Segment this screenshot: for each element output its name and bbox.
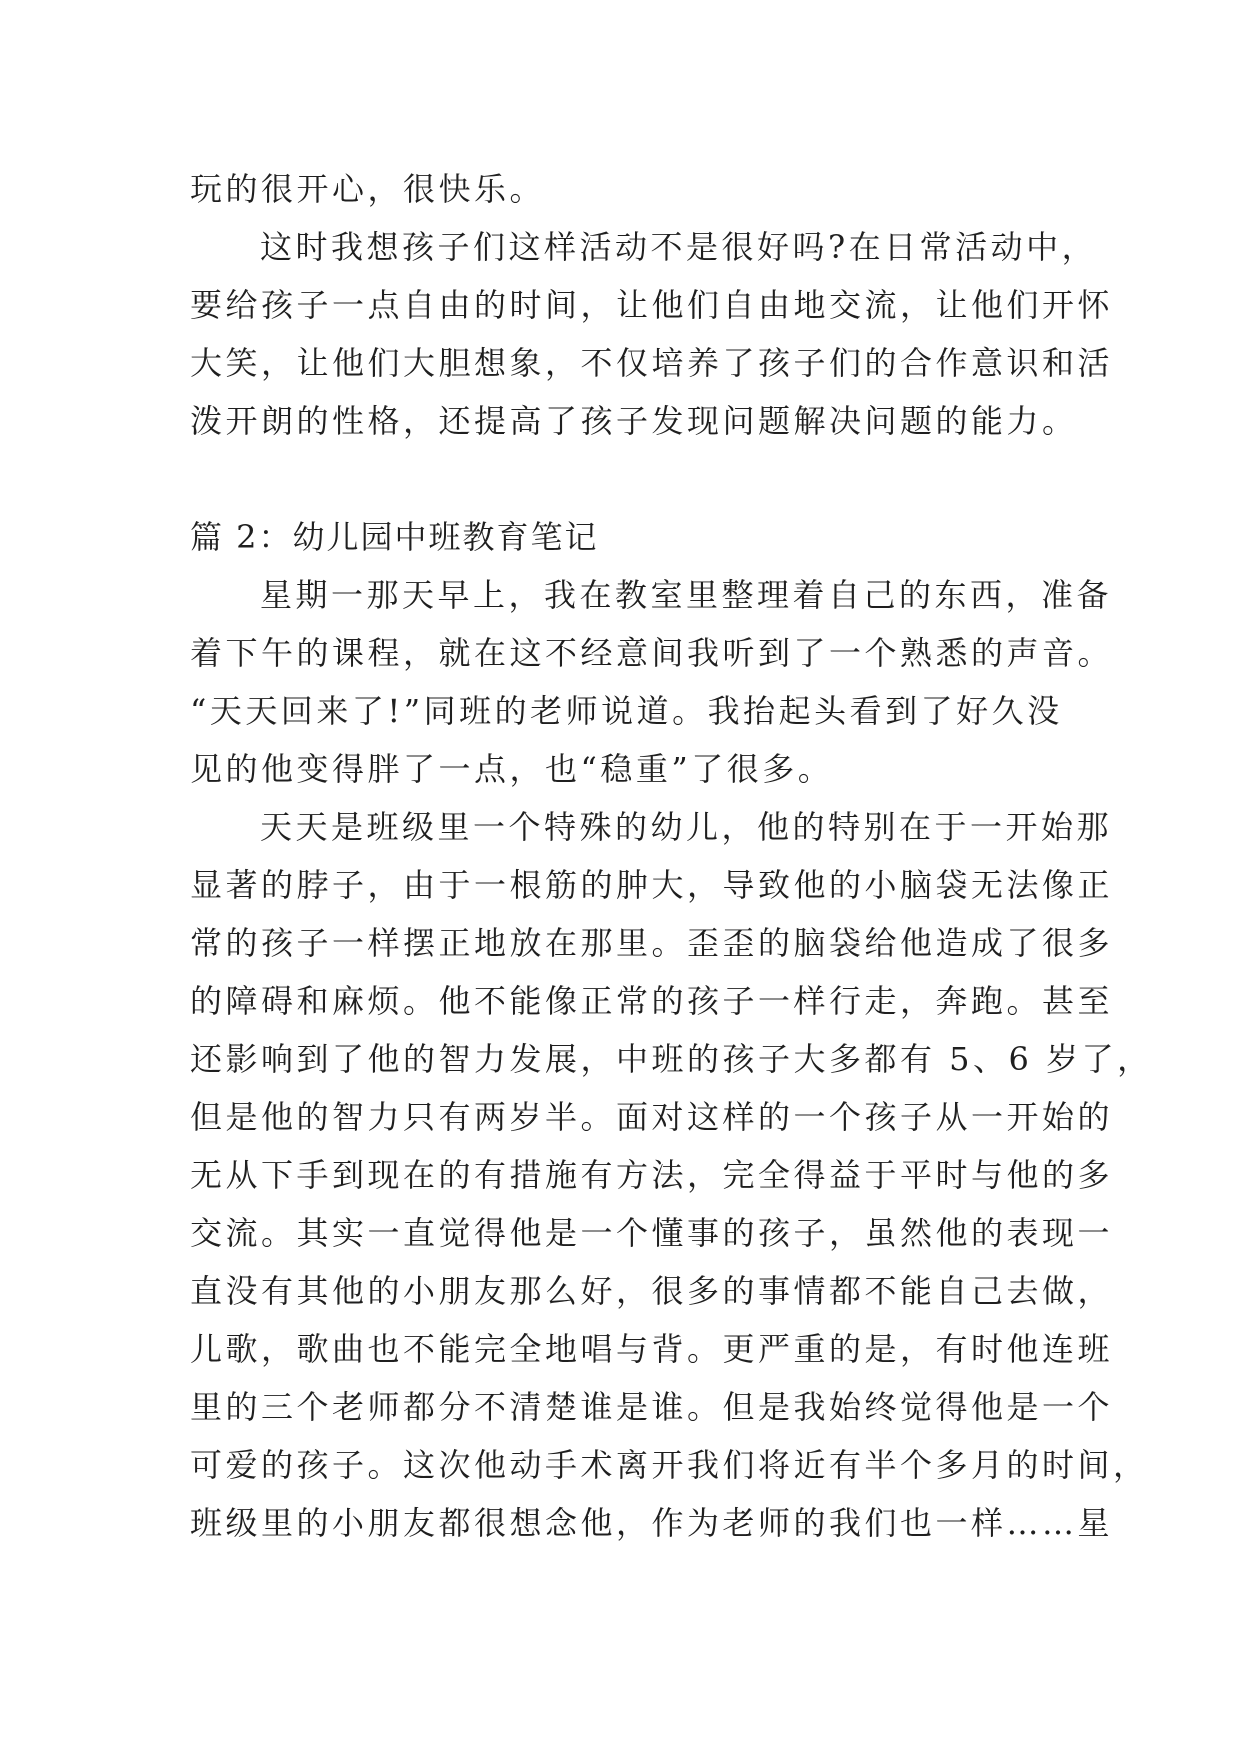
text-line: 但是他的智力只有两岁半。面对这样的一个孩子从一开始的 [190,1098,1114,1136]
text-line: 这时我想孩子们这样活动不是很好吗?在日常活动中， [260,228,1098,266]
text-line: 交流。其实一直觉得他是一个懂事的孩子，虽然他的表现一 [190,1214,1114,1252]
text-line: 着下午的课程，就在这不经意间我听到了一个熟悉的声音。 [190,634,1114,672]
text-line: 儿歌，歌曲也不能完全地唱与背。更严重的是，有时他连班 [190,1330,1114,1368]
section-heading: 篇 2：幼儿园中班教育笔记 [190,518,599,556]
text-line: 无从下手到现在的有措施有方法，完全得益于平时与他的多 [190,1156,1114,1194]
text-line: 大笑，让他们大胆想象，不仅培养了孩子们的合作意识和活 [190,344,1114,382]
paragraph [190,798,1153,1552]
paragraph [190,566,1114,798]
text-line: 直没有其他的小朋友那么好，很多的事情都不能自己去做， [190,1272,1114,1310]
text-line: 班级里的小朋友都很想念他，作为老师的我们也一样……星 [190,1504,1114,1542]
text-line: 天天是班级里一个特殊的幼儿，他的特别在于一开始那 [260,808,1113,846]
text-line: “天天回来了!”同班的老师说道。我抬起头看到了好久没 [190,692,1063,730]
text-line: 星期一那天早上，我在教室里整理着自己的东西，准备 [260,576,1113,614]
paragraph-spacer [190,450,1055,508]
text-line: 泼开朗的性格，还提高了孩子发现问题解决问题的能力。 [190,402,1078,440]
text-line: 常的孩子一样摆正地放在那里。歪歪的脑袋给他造成了很多 [190,924,1114,962]
text-line: 显著的脖子，由于一根筋的肿大，导致他的小脑袋无法像正 [190,866,1114,904]
text-line: 玩的很开心，很快乐。 [190,170,546,208]
text-line: 还影响到了他的智力发展，中班的孩子大多都有 5、6 岁了， [190,1040,1153,1078]
text-line: 里的三个老师都分不清楚谁是谁。但是我始终觉得他是一个 [190,1388,1114,1426]
text-line: 要给孩子一点自由的时间，让他们自由地交流，让他们开怀 [190,286,1114,324]
paragraph [190,218,1114,450]
text-line: 的障碍和麻烦。他不能像正常的孩子一样行走，奔跑。甚至 [190,982,1114,1020]
text-line: 见的他变得胖了一点，也“稳重”了很多。 [190,750,834,788]
document-body [190,160,1153,1552]
text-line: 可爱的孩子。这次他动手术离开我们将近有半个多月的时间， [190,1446,1149,1484]
